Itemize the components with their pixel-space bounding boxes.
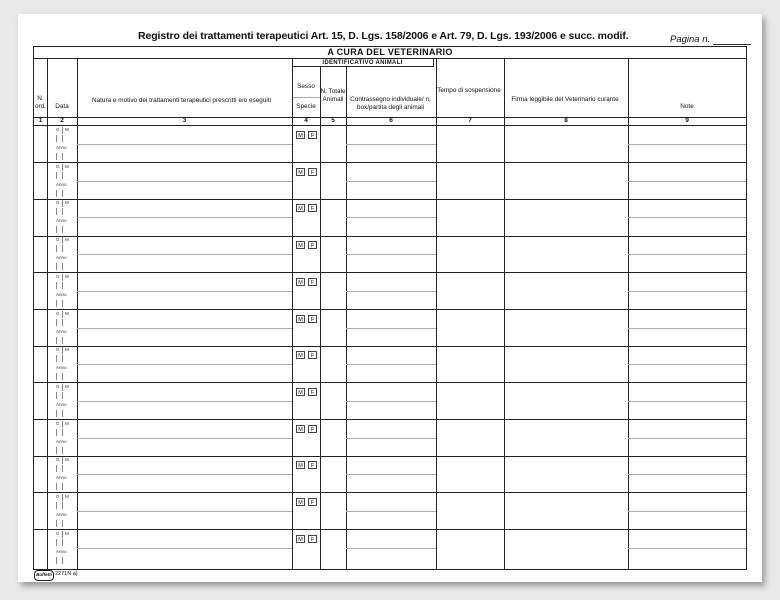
date-tick xyxy=(56,520,57,527)
date-month-label: M xyxy=(65,163,69,169)
table-row xyxy=(34,530,746,567)
row-mid-line xyxy=(346,291,436,292)
sex-male-checkbox[interactable]: M xyxy=(296,278,305,286)
date-tick xyxy=(62,355,63,362)
sesso-specie-divider xyxy=(292,97,320,98)
column-number: 9 xyxy=(685,117,689,124)
row-mid-line xyxy=(346,144,436,145)
date-tick xyxy=(62,208,63,215)
date-tick xyxy=(62,127,63,134)
date-tick xyxy=(62,520,63,527)
register-sheet xyxy=(18,14,762,582)
table-row xyxy=(34,383,746,420)
date-day-label: G xyxy=(56,237,60,243)
date-tick xyxy=(62,502,63,509)
row-mid-line xyxy=(628,254,746,255)
date-tick xyxy=(62,311,63,318)
header-natura: Natura e motivo dei trattamenti terapeutici prescritti e/o eseguiti xyxy=(91,97,272,104)
row-mid-line xyxy=(346,181,436,182)
date-tick xyxy=(62,384,63,391)
date-tick xyxy=(56,319,57,326)
sex-female-checkbox[interactable]: F xyxy=(308,498,317,506)
date-tick xyxy=(62,200,63,207)
page-number-line xyxy=(713,36,751,45)
date-tick xyxy=(56,557,57,564)
date-year-label: Anno xyxy=(56,548,67,554)
date-day-label: G xyxy=(56,200,60,206)
date-month-label: M xyxy=(65,420,69,426)
row-mid-line xyxy=(628,328,746,329)
date-year-label: Anno xyxy=(56,145,67,150)
date-day-label: G xyxy=(56,347,60,353)
animal-id-header: IDENTIFICATIVO ANIMALI xyxy=(322,60,403,66)
sex-male-checkbox[interactable]: M xyxy=(296,351,305,359)
date-tick xyxy=(56,373,57,380)
date-tick xyxy=(56,282,57,289)
date-tick xyxy=(62,447,63,454)
row-mid-line xyxy=(77,474,292,475)
document-title: Registro dei trattamenti terapeutici Art. 15, D. Lgs. 158/2006 e Art. 79, D. Lgs. 193/2006 e succ. modif. xyxy=(138,30,629,42)
table-row xyxy=(34,310,746,347)
date-month-label: M xyxy=(65,200,69,206)
date-tick xyxy=(56,226,57,233)
table-row xyxy=(34,456,746,493)
row-mid-line xyxy=(628,548,746,549)
column-number: 5 xyxy=(331,117,335,124)
date-tick xyxy=(62,135,63,142)
date-tick xyxy=(56,355,57,362)
date-tick xyxy=(62,421,63,428)
date-month-label: M xyxy=(65,457,69,463)
date-tick xyxy=(62,337,63,344)
date-month-label: M xyxy=(65,530,69,536)
row-mid-line xyxy=(628,511,746,512)
date-tick xyxy=(56,245,57,252)
sex-female-checkbox[interactable]: F xyxy=(308,425,317,433)
date-month-label: M xyxy=(65,347,69,353)
date-month-label: M xyxy=(65,127,69,132)
row-mid-line xyxy=(77,291,292,292)
row-mid-line xyxy=(346,438,436,439)
sex-female-checkbox[interactable]: F xyxy=(308,315,317,323)
date-tick xyxy=(56,410,57,417)
date-tick xyxy=(62,373,63,380)
date-tick xyxy=(62,392,63,399)
date-tick xyxy=(56,337,57,344)
row-mid-line xyxy=(77,364,292,365)
header-firma: Firma leggibile del Veterinario curante xyxy=(511,96,619,103)
date-tick xyxy=(62,347,63,354)
sex-male-checkbox[interactable]: M xyxy=(296,388,305,396)
row-mid-line xyxy=(628,474,746,475)
row-mid-line xyxy=(77,511,292,512)
date-tick xyxy=(62,153,63,160)
sex-female-checkbox[interactable]: F xyxy=(308,535,317,543)
date-tick xyxy=(56,465,57,472)
date-tick xyxy=(56,392,57,399)
column-number: 7 xyxy=(468,117,472,124)
date-day-label: G xyxy=(56,420,60,426)
date-tick xyxy=(62,531,63,538)
row-mid-line xyxy=(346,254,436,255)
date-tick xyxy=(62,483,63,490)
row-mid-line xyxy=(628,217,746,218)
date-day-label: G xyxy=(56,494,60,499)
date-tick xyxy=(56,483,57,490)
header-n-ord: N. ord. xyxy=(34,95,46,110)
header-tempo-sospensione: Tempo di sospensione xyxy=(437,87,501,94)
date-tick xyxy=(62,172,63,179)
date-tick xyxy=(56,539,57,546)
col-divider xyxy=(433,59,434,67)
column-number: 4 xyxy=(304,117,308,124)
sex-female-checkbox[interactable]: F xyxy=(308,168,317,176)
date-day-label: G xyxy=(56,383,60,389)
date-tick xyxy=(62,319,63,326)
date-tick xyxy=(62,282,63,289)
header-data: Data xyxy=(55,103,69,110)
sex-male-checkbox[interactable]: M xyxy=(296,461,305,469)
date-day-label: G xyxy=(56,530,60,536)
row-mid-line xyxy=(77,217,292,218)
date-tick xyxy=(62,245,63,252)
date-tick xyxy=(56,447,57,454)
row-mid-line xyxy=(628,364,746,365)
sex-female-checkbox[interactable]: F xyxy=(308,241,317,249)
table-row xyxy=(34,420,746,457)
row-mid-line xyxy=(628,144,746,145)
row-mid-line xyxy=(346,364,436,365)
date-month-label: M xyxy=(65,310,69,316)
date-tick xyxy=(62,226,63,233)
row-mid-line xyxy=(77,438,292,439)
sex-male-checkbox[interactable]: M xyxy=(296,241,305,249)
date-year-label: Anno xyxy=(56,255,67,261)
column-number: 8 xyxy=(564,117,568,124)
date-tick xyxy=(62,429,63,436)
row-mid-line xyxy=(628,438,746,439)
date-tick xyxy=(62,237,63,244)
column-number: 6 xyxy=(389,117,393,124)
sex-male-checkbox[interactable]: M xyxy=(296,204,305,212)
table-row xyxy=(34,273,746,310)
row-mid-line xyxy=(346,217,436,218)
date-tick xyxy=(56,502,57,509)
row-mid-line xyxy=(628,401,746,402)
header-specie: Specie xyxy=(296,103,316,110)
sex-male-checkbox[interactable]: M xyxy=(296,131,305,139)
date-tick xyxy=(62,539,63,546)
row-mid-line xyxy=(77,401,292,402)
date-month-label: M xyxy=(65,237,69,243)
section-header: A CURA DEL VETERINARIO xyxy=(34,47,746,59)
column-number: 3 xyxy=(182,117,187,124)
sex-male-checkbox[interactable]: M xyxy=(296,425,305,433)
date-year-label: Anno xyxy=(56,512,67,517)
row-mid-line xyxy=(628,291,746,292)
date-year-label: Anno xyxy=(56,365,67,371)
header-sesso: Sesso xyxy=(297,83,315,90)
brand-logo: Buffetti xyxy=(34,570,54,581)
sex-male-checkbox[interactable]: M xyxy=(296,315,305,323)
date-tick xyxy=(56,263,57,270)
date-tick xyxy=(56,208,57,215)
date-tick xyxy=(62,274,63,281)
header-contrassegno: Contrassegno individuale/ n. box/partita degli animali xyxy=(350,96,431,111)
row-mid-line xyxy=(346,474,436,475)
column-number: 1 xyxy=(38,117,43,124)
date-tick xyxy=(56,190,57,197)
date-year-label: Anno xyxy=(56,401,67,407)
date-year-label: Anno xyxy=(56,291,67,297)
date-tick xyxy=(62,465,63,472)
date-day-label: G xyxy=(56,457,60,463)
table-row xyxy=(34,199,746,236)
row-mid-line xyxy=(628,181,746,182)
date-tick xyxy=(56,300,57,307)
date-year-label: Anno xyxy=(56,328,67,334)
form-code: 2271N a) xyxy=(55,571,78,577)
date-tick xyxy=(62,557,63,564)
header-totale-animali: N. Totale Animali xyxy=(320,88,346,103)
date-year-label: Anno xyxy=(56,475,67,481)
sex-male-checkbox[interactable]: M xyxy=(296,168,305,176)
date-tick xyxy=(56,429,57,436)
date-tick xyxy=(62,494,63,501)
date-tick xyxy=(56,135,57,142)
animal-id-divider xyxy=(292,66,433,67)
page-number-field[interactable] xyxy=(670,34,751,45)
date-day-label: G xyxy=(56,310,60,316)
date-tick xyxy=(56,172,57,179)
table-row xyxy=(34,236,746,273)
date-tick xyxy=(62,410,63,417)
date-tick xyxy=(62,300,63,307)
date-tick xyxy=(62,190,63,197)
date-tick xyxy=(62,164,63,171)
date-month-label: M xyxy=(65,273,69,279)
sex-female-checkbox[interactable]: F xyxy=(308,461,317,469)
date-tick xyxy=(62,457,63,464)
sex-female-checkbox[interactable]: F xyxy=(308,351,317,359)
sex-female-checkbox[interactable]: F xyxy=(308,204,317,212)
date-day-label: G xyxy=(56,273,60,279)
table-row xyxy=(34,163,746,200)
sex-female-checkbox[interactable]: F xyxy=(308,131,317,139)
date-month-label: M xyxy=(65,494,69,499)
date-year-label: Anno xyxy=(56,218,67,224)
date-tick xyxy=(62,263,63,270)
row-mid-line xyxy=(77,548,292,549)
sex-male-checkbox[interactable]: M xyxy=(296,498,305,506)
column-number: 2 xyxy=(60,117,64,124)
row-mid-line xyxy=(346,511,436,512)
page-number-label: Pagina n. xyxy=(670,34,711,45)
row-mid-line xyxy=(346,401,436,402)
table-row xyxy=(34,126,746,163)
date-tick xyxy=(56,153,57,160)
date-day-label: G xyxy=(56,163,60,169)
row-mid-line xyxy=(346,328,436,329)
date-day-label: G xyxy=(56,127,60,132)
row-mid-line xyxy=(77,144,292,145)
date-year-label: Anno xyxy=(56,181,67,187)
sex-female-checkbox[interactable]: F xyxy=(308,278,317,286)
table-row xyxy=(34,346,746,383)
header-note: Note xyxy=(680,103,694,110)
row-mid-line xyxy=(346,548,436,549)
row-mid-line xyxy=(77,254,292,255)
register-table xyxy=(33,46,747,570)
sex-female-checkbox[interactable]: F xyxy=(308,388,317,396)
row-mid-line xyxy=(77,181,292,182)
date-year-label: Anno xyxy=(56,438,67,444)
table-row xyxy=(34,493,746,530)
date-month-label: M xyxy=(65,383,69,389)
row-mid-line xyxy=(77,328,292,329)
sex-male-checkbox[interactable]: M xyxy=(296,535,305,543)
